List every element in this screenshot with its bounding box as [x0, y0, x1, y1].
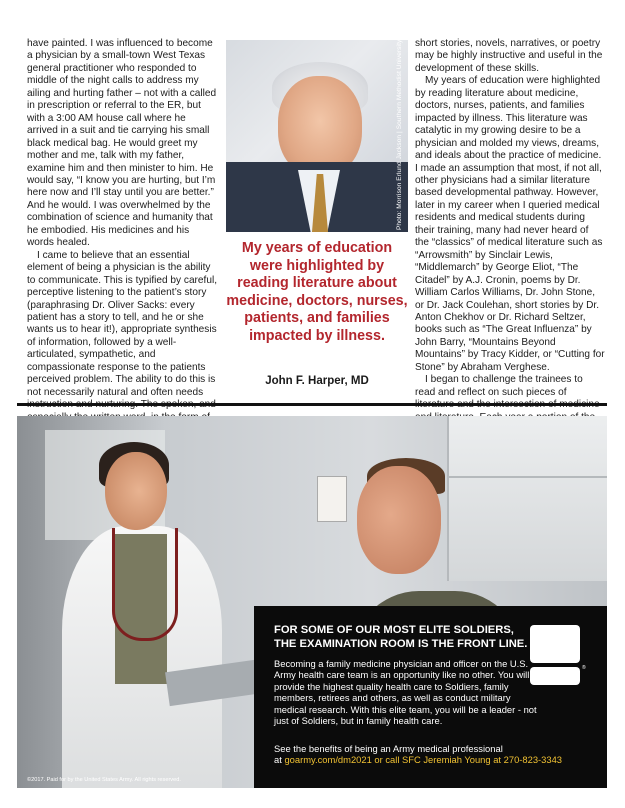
article-column-right: [415, 38, 605, 437]
article-paragraph: I began to challenge the trainees to read and reflect on such pieces of: [415, 374, 583, 398]
author-photo: [226, 40, 408, 232]
article-paragraph: short stories, novels, narratives, or poetry may be highly instructive and useful in the development of these skills.: [415, 38, 603, 74]
stethoscope-icon: [112, 528, 178, 641]
article-column-left: [27, 38, 217, 437]
ad-body-text: Becoming a family medicine physician and officer on the U.S. Army health care team is an opportunity like no other. You will provide the highest quality health care to Soldiers, family members, retirees and others, as well as conduct military medical research. With this elite team, you will be a leader - not just of Soldiers, but in family health care.: [274, 658, 537, 727]
ad-cta-box: [254, 606, 607, 788]
section-divider: [17, 403, 607, 406]
photo-credit: Photo: Morrison Erlund Jackson | Southern Methodist University: [396, 40, 403, 230]
ad-headline: FOR SOME OF OUR MOST ELITE SOLDIERS, THE EXAMINATION ROOM IS THE FRONT LINE.: [274, 624, 528, 650]
ad-soldier-head: [357, 466, 441, 574]
ad-doctor-head: [105, 452, 167, 530]
article-paragraph: have painted. I was influenced to become a physician by a small-town West Texas general practitioner who responded to middle of the night calls to address my ailing and hurting father – not with a called in prescription or referral to the ER, but with a 3:00 AM house call where he arrived in a suit and tie carrying his small black medical bag. He would greet my mother and me, talk with my father, examine him and then minister to him. He would say, “I know you are hurting, but I’m here now and I’ll stay until you are better.” And he would. I was overwhelmed by the combination of science and humanity that he embodied. His medicines and his words healed.: [27, 38, 217, 249]
ad-wall-chart: [317, 476, 347, 522]
ad-cta-line1: See the benefits of being an Army medical professional: [274, 743, 503, 754]
photo-face: [278, 76, 362, 176]
army-advertisement: [17, 416, 607, 788]
ad-copyright: ©2017. Paid for by the United States Army. All rights reserved.: [27, 777, 181, 783]
pull-quote: My years of education were highlighted by reading literature about medicine, doctors, nurses, patients, and families impacted by illness.: [226, 240, 408, 344]
trademark-symbol: ®: [582, 665, 586, 671]
ad-cta-at: at: [274, 754, 285, 766]
article-paragraph: I came to believe that an essential element of being a physician is the ability to communicate. This is typified by careful, perceptive listening to the patient’s story (paraphrasing Dr. Oliver Sacks: every patient has a story to tell, and he or she wants us to hear it!), appropriate synthesis of information, followed by a well-articulated, sympathetic, and compassionate response to the patients perceived problem. The ability to do this is not necessarily natural and often needs: [27, 249, 217, 398]
army-logo-icon: [530, 625, 586, 685]
ad-cabinet: [447, 416, 607, 581]
pull-quote-byline: John F. Harper, MD: [265, 375, 369, 387]
ad-cta-text: [274, 743, 594, 766]
ad-cta-link[interactable]: goarmy.com/dm2021 or call SFC Jeremiah Young at 270-823-3343: [284, 754, 563, 766]
article-paragraph: My years of education were highlighted by reading literature about medicine, doctors, nurses, patients, and families impacted by illness. This literature was catalytic in my growing desire to be a physician and molded my views, dreams, and ideals about the practice of medicine. I made an assumption that most, if not all, other physicians had a similar literature based developmental pathway. However, later in my career when I queried medical residents and medical students during their training, many had never heard of the “classics” of medical literature such as “Arrowsmith” by Sinclair Lewis, “Middlemarch” by George Eliot, “The Citadel” by A.J. Cronin, poems by Dr. William Carlos Williams, Dr. John Stone, or Dr. Jack Coulehan, short stories by Dr. Anton Chekhov or Dr. Richard Seltzer, books such as “The Great Influenza” by John Barry, “Mountains Beyond Mountains” by Tracy Kidder, or “Cutting for Stone” by Abraham Verghese.: [415, 75, 605, 373]
